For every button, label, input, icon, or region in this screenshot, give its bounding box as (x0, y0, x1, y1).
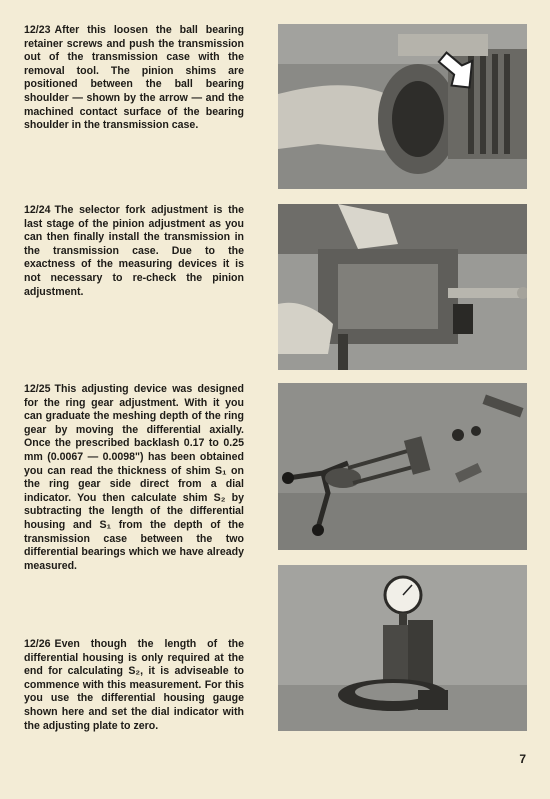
section-number: 12/25 (24, 383, 51, 395)
section-body: After this loosen the ball bearing retainer screws and push the transmission out of the transmission case with the removal tool. The pinion shims are positioned between the ball bearing shoulder — shown by the arrow — and the machined contact surface of the bearing shoulder in the transmission case. (24, 24, 244, 132)
dial-gauge-icon (278, 565, 527, 731)
section-body: This adjusting device was designed for the ring gear adjustment. With it you can graduate the meshing depth of the ring gear by moving the differential axially. Once the prescribed backlash 0.17 to 0.25 mm (0.0067 — 0.0098") has been obtained you can read the thickness of shim S₁ on the ring gear side direct from a dial indicator. You then calculate shim S₂ by subtracting the length of the differential housing and S₁ from the depth of the transmission case between the two differential bearings which we have already measured. (24, 383, 244, 572)
differential-housing-gauge-photo (278, 565, 527, 731)
section-number: 12/23 (24, 24, 51, 36)
adjusting-device-icon (278, 383, 527, 550)
section-body: Even though the length of the differential housing is only required at the end for calculating S₂, it is adviseable to commence with this measurement. For this you use the differential housing gauge shown here and set the dial indicator with the adjusting plate to zero. (24, 638, 244, 732)
section-12-26-text (24, 638, 244, 733)
transmission-removal-photo (278, 24, 527, 189)
section-12-23-text (24, 24, 244, 133)
section-number: 12/26 (24, 638, 51, 650)
selector-fork-icon (278, 204, 527, 370)
section-12-25-text (24, 383, 244, 573)
page-number: 7 (519, 752, 526, 766)
selector-fork-adjustment-photo (278, 204, 527, 370)
section-number: 12/24 (24, 204, 51, 216)
ring-gear-adjusting-device-photo (278, 383, 527, 550)
section-body: The selector fork adjustment is the last stage of the pinion adjustment as you can then finally install the transmission in the transmission case. Due to the exactness of the measuring devices it is not necessary to re-check the pinion adjustment. (24, 204, 244, 298)
section-12-24-text (24, 204, 244, 299)
transmission-removal-icon (278, 24, 527, 189)
